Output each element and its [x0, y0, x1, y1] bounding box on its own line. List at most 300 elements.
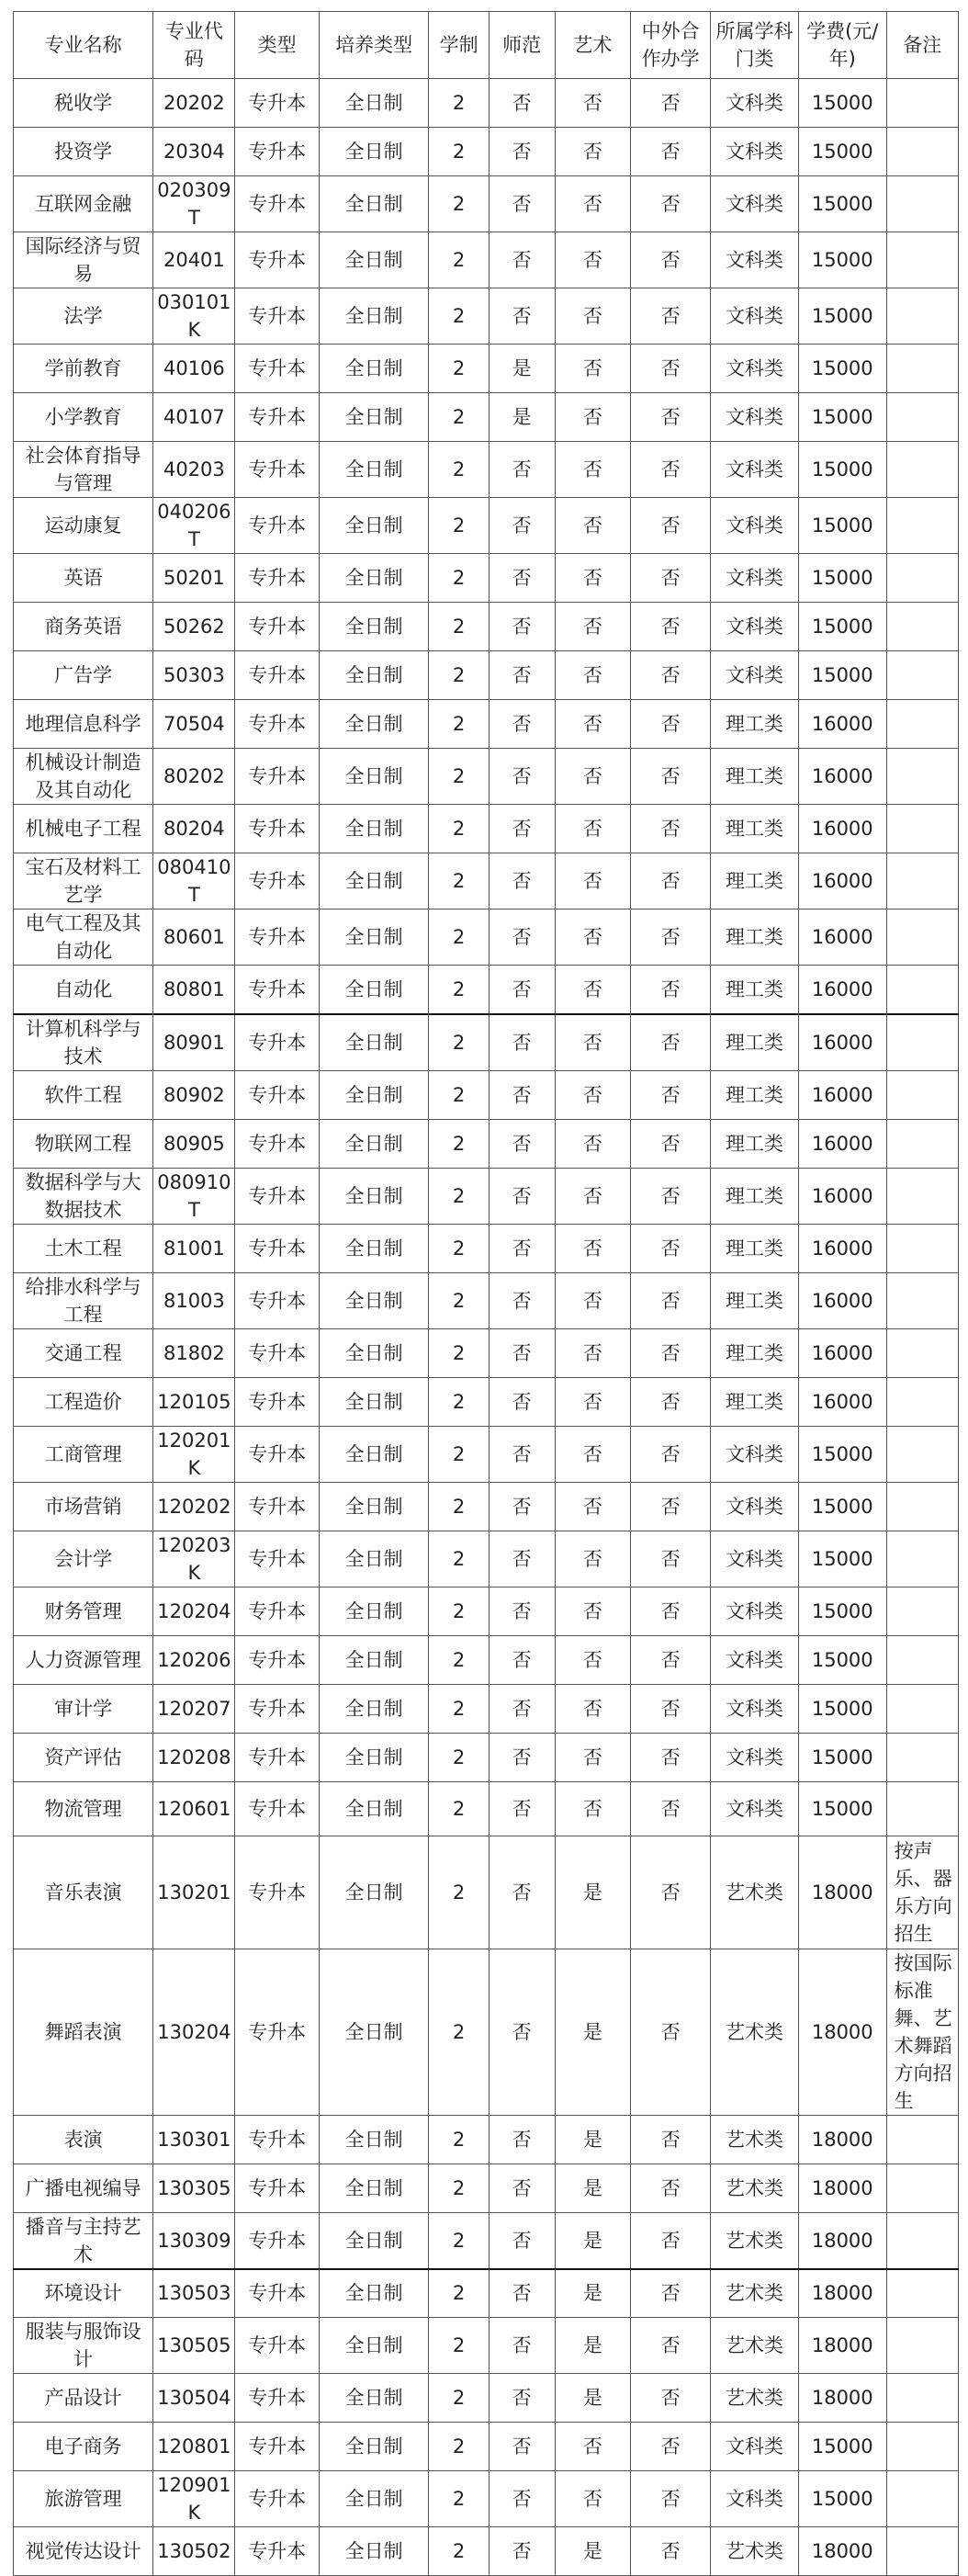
cell-duration: 2	[429, 2115, 489, 2164]
cell-major-code: 80601	[153, 910, 235, 966]
cell-art: 否	[555, 1635, 631, 1684]
cell-tuition: 16000	[798, 853, 886, 910]
cell-joint-program: 否	[631, 1070, 711, 1119]
table-row	[14, 1014, 959, 1071]
cell-type: 专升本	[235, 442, 319, 498]
cell-major-code: 40106	[153, 345, 235, 393]
table-row	[14, 1168, 959, 1224]
cell-tuition: 15000	[798, 442, 886, 498]
cell-discipline: 文科类	[711, 1781, 799, 1836]
cell-duration: 2	[429, 1119, 489, 1168]
table-row	[14, 1781, 959, 1836]
cell-joint-program: 否	[631, 79, 711, 128]
cell-type: 专升本	[235, 910, 319, 966]
cell-discipline: 文科类	[711, 1684, 799, 1733]
cell-art: 否	[555, 1168, 631, 1224]
cell-teacher-training: 否	[489, 966, 555, 1014]
cell-duration: 2	[429, 2374, 489, 2423]
cell-joint-program: 否	[631, 749, 711, 805]
cell-discipline: 理工类	[711, 910, 799, 966]
table-row	[14, 1224, 959, 1272]
cell-training-type: 全日制	[319, 1635, 429, 1684]
cell-discipline: 文科类	[711, 2423, 799, 2471]
cell-type: 专升本	[235, 2212, 319, 2269]
cell-art: 否	[555, 1377, 631, 1426]
cell-duration: 2	[429, 1224, 489, 1272]
cell-tuition: 15000	[798, 1781, 886, 1836]
table-row	[14, 1587, 959, 1635]
cell-art: 否	[555, 1482, 631, 1531]
cell-training-type: 全日制	[319, 2115, 429, 2164]
cell-tuition: 15000	[798, 2471, 886, 2527]
cell-type: 专升本	[235, 1119, 319, 1168]
cell-tuition: 15000	[798, 1531, 886, 1587]
cell-major-name: 计算机科学与技术	[14, 1014, 153, 1071]
cell-remarks	[886, 442, 958, 498]
cell-art: 否	[555, 345, 631, 393]
cell-major-code: 80801	[153, 966, 235, 1014]
cell-discipline: 理工类	[711, 700, 799, 749]
cell-major-name: 广告学	[14, 651, 153, 700]
cell-joint-program: 否	[631, 1168, 711, 1224]
cell-teacher-training: 否	[489, 1224, 555, 1272]
cell-major-name: 土木工程	[14, 1224, 153, 1272]
cell-discipline: 艺术类	[711, 2269, 799, 2318]
cell-art: 否	[555, 1119, 631, 1168]
cell-remarks	[886, 128, 958, 176]
cell-tuition: 16000	[798, 749, 886, 805]
cell-joint-program: 否	[631, 1531, 711, 1587]
cell-major-name: 小学教育	[14, 393, 153, 442]
cell-training-type: 全日制	[319, 1119, 429, 1168]
cell-discipline: 理工类	[711, 1272, 799, 1328]
cell-discipline: 理工类	[711, 749, 799, 805]
cell-joint-program: 否	[631, 1587, 711, 1635]
cell-art: 否	[555, 393, 631, 442]
cell-duration: 2	[429, 442, 489, 498]
table-row	[14, 1119, 959, 1168]
cell-tuition: 15000	[798, 345, 886, 393]
header-remarks: 备注	[886, 12, 958, 79]
cell-major-code: 130204	[153, 1949, 235, 2115]
cell-remarks	[886, 2374, 958, 2423]
cell-art: 否	[555, 749, 631, 805]
cell-duration: 2	[429, 603, 489, 651]
cell-remarks	[886, 1587, 958, 1635]
cell-duration: 2	[429, 2423, 489, 2471]
cell-type: 专升本	[235, 1328, 319, 1377]
cell-art: 是	[555, 2318, 631, 2374]
cell-remarks	[886, 1014, 958, 1071]
cell-major-code: 50262	[153, 603, 235, 651]
cell-duration: 2	[429, 1014, 489, 1071]
cell-tuition: 16000	[798, 1224, 886, 1272]
table-row	[14, 1635, 959, 1684]
cell-remarks	[886, 1070, 958, 1119]
cell-major-code: 81001	[153, 1224, 235, 1272]
cell-remarks	[886, 805, 958, 853]
cell-type: 专升本	[235, 1224, 319, 1272]
cell-tuition: 15000	[798, 554, 886, 603]
cell-teacher-training: 否	[489, 1272, 555, 1328]
cell-tuition: 18000	[798, 2115, 886, 2164]
cell-teacher-training: 否	[489, 498, 555, 554]
cell-training-type: 全日制	[319, 1426, 429, 1482]
cell-training-type: 全日制	[319, 853, 429, 910]
cell-training-type: 全日制	[319, 603, 429, 651]
cell-major-code: 80905	[153, 1119, 235, 1168]
cell-training-type: 全日制	[319, 232, 429, 288]
cell-major-code: 120204	[153, 1587, 235, 1635]
cell-discipline: 文科类	[711, 498, 799, 554]
cell-duration: 2	[429, 2269, 489, 2318]
cell-type: 专升本	[235, 1635, 319, 1684]
cell-teacher-training: 否	[489, 603, 555, 651]
cell-discipline: 文科类	[711, 603, 799, 651]
cell-art: 否	[555, 1587, 631, 1635]
cell-remarks	[886, 1426, 958, 1482]
cell-training-type: 全日制	[319, 700, 429, 749]
cell-duration: 2	[429, 128, 489, 176]
cell-type: 专升本	[235, 554, 319, 603]
cell-tuition: 16000	[798, 805, 886, 853]
cell-major-code: 030101K	[153, 288, 235, 345]
cell-tuition: 15000	[798, 651, 886, 700]
cell-discipline: 文科类	[711, 651, 799, 700]
cell-remarks	[886, 1224, 958, 1272]
cell-art: 否	[555, 554, 631, 603]
cell-duration: 2	[429, 232, 489, 288]
table-row	[14, 1482, 959, 1531]
table-row	[14, 1531, 959, 1587]
table-row	[14, 2423, 959, 2471]
cell-training-type: 全日制	[319, 442, 429, 498]
cell-major-code: 70504	[153, 700, 235, 749]
cell-type: 专升本	[235, 1272, 319, 1328]
cell-major-name: 商务英语	[14, 603, 153, 651]
cell-tuition: 18000	[798, 1836, 886, 1949]
cell-duration: 2	[429, 1168, 489, 1224]
cell-art: 否	[555, 232, 631, 288]
table-row	[14, 232, 959, 288]
cell-remarks	[886, 1635, 958, 1684]
cell-major-name: 投资学	[14, 128, 153, 176]
cell-remarks	[886, 1168, 958, 1224]
cell-major-code: 80902	[153, 1070, 235, 1119]
cell-art: 否	[555, 910, 631, 966]
cell-training-type: 全日制	[319, 651, 429, 700]
cell-duration: 2	[429, 1635, 489, 1684]
cell-discipline: 文科类	[711, 232, 799, 288]
cell-training-type: 全日制	[319, 1070, 429, 1119]
cell-duration: 2	[429, 1781, 489, 1836]
cell-type: 专升本	[235, 393, 319, 442]
cell-training-type: 全日制	[319, 805, 429, 853]
table-row	[14, 603, 959, 651]
cell-joint-program: 否	[631, 966, 711, 1014]
cell-major-name: 播音与主持艺术	[14, 2212, 153, 2269]
cell-teacher-training: 否	[489, 2212, 555, 2269]
cell-art: 是	[555, 1949, 631, 2115]
cell-major-name: 物流管理	[14, 1781, 153, 1836]
cell-type: 专升本	[235, 1014, 319, 1071]
cell-training-type: 全日制	[319, 176, 429, 232]
cell-art: 否	[555, 1781, 631, 1836]
cell-tuition: 16000	[798, 1272, 886, 1328]
cell-discipline: 理工类	[711, 1070, 799, 1119]
cell-teacher-training: 否	[489, 1635, 555, 1684]
majors-table	[13, 11, 959, 2576]
cell-teacher-training: 否	[489, 554, 555, 603]
cell-tuition: 15000	[798, 1426, 886, 1482]
header-tuition: 学费(元/年)	[798, 12, 886, 79]
cell-duration: 2	[429, 805, 489, 853]
cell-art: 否	[555, 1070, 631, 1119]
cell-remarks	[886, 1781, 958, 1836]
cell-duration: 2	[429, 853, 489, 910]
cell-teacher-training: 否	[489, 1949, 555, 2115]
cell-major-code: 120901K	[153, 2471, 235, 2527]
cell-training-type: 全日制	[319, 2471, 429, 2527]
cell-major-name: 数据科学与大数据技术	[14, 1168, 153, 1224]
cell-type: 专升本	[235, 2115, 319, 2164]
cell-joint-program: 否	[631, 651, 711, 700]
cell-major-name: 互联网金融	[14, 176, 153, 232]
cell-tuition: 16000	[798, 1377, 886, 1426]
cell-joint-program: 否	[631, 2115, 711, 2164]
cell-major-code: 20202	[153, 79, 235, 128]
cell-duration: 2	[429, 1531, 489, 1587]
cell-teacher-training: 否	[489, 288, 555, 345]
cell-duration: 2	[429, 1272, 489, 1328]
cell-joint-program: 否	[631, 805, 711, 853]
cell-training-type: 全日制	[319, 1272, 429, 1328]
cell-joint-program: 否	[631, 1482, 711, 1531]
table-row	[14, 79, 959, 128]
table-row	[14, 1328, 959, 1377]
cell-major-code: 40203	[153, 442, 235, 498]
table-row	[14, 651, 959, 700]
cell-art: 否	[555, 700, 631, 749]
cell-joint-program: 否	[631, 1781, 711, 1836]
cell-major-name: 舞蹈表演	[14, 1949, 153, 2115]
table-row	[14, 498, 959, 554]
cell-joint-program: 否	[631, 176, 711, 232]
cell-major-code: 130505	[153, 2318, 235, 2374]
cell-duration: 2	[429, 288, 489, 345]
cell-art: 否	[555, 966, 631, 1014]
cell-art: 否	[555, 1531, 631, 1587]
cell-discipline: 文科类	[711, 128, 799, 176]
cell-major-name: 审计学	[14, 1684, 153, 1733]
cell-remarks	[886, 176, 958, 232]
cell-major-name: 广播电视编导	[14, 2164, 153, 2212]
table-row	[14, 2212, 959, 2269]
cell-major-name: 物联网工程	[14, 1119, 153, 1168]
cell-major-code: 130503	[153, 2269, 235, 2318]
cell-training-type: 全日制	[319, 910, 429, 966]
cell-training-type: 全日制	[319, 554, 429, 603]
cell-major-code: 040206T	[153, 498, 235, 554]
cell-art: 否	[555, 1426, 631, 1482]
table-row	[14, 128, 959, 176]
cell-type: 专升本	[235, 288, 319, 345]
cell-tuition: 15000	[798, 1684, 886, 1733]
header-major-code: 专业代码	[153, 12, 235, 79]
cell-tuition: 18000	[798, 2269, 886, 2318]
cell-major-name: 地理信息科学	[14, 700, 153, 749]
table-body	[14, 79, 959, 2576]
cell-major-name: 表演	[14, 2115, 153, 2164]
cell-type: 专升本	[235, 1836, 319, 1949]
table-row	[14, 442, 959, 498]
cell-training-type: 全日制	[319, 2423, 429, 2471]
cell-major-name: 工程造价	[14, 1377, 153, 1426]
cell-type: 专升本	[235, 1168, 319, 1224]
header-discipline: 所属学科门类	[711, 12, 799, 79]
cell-major-name: 宝石及材料工艺学	[14, 853, 153, 910]
cell-teacher-training: 否	[489, 1426, 555, 1482]
cell-remarks	[886, 1482, 958, 1531]
cell-major-code: 50303	[153, 651, 235, 700]
cell-major-code: 81003	[153, 1272, 235, 1328]
cell-joint-program: 否	[631, 2374, 711, 2423]
cell-remarks	[886, 1377, 958, 1426]
cell-tuition: 16000	[798, 700, 886, 749]
table-row	[14, 176, 959, 232]
cell-discipline: 文科类	[711, 393, 799, 442]
cell-joint-program: 否	[631, 442, 711, 498]
cell-discipline: 理工类	[711, 805, 799, 853]
cell-major-name: 会计学	[14, 1531, 153, 1587]
cell-training-type: 全日制	[319, 749, 429, 805]
cell-type: 专升本	[235, 2269, 319, 2318]
cell-training-type: 全日制	[319, 2212, 429, 2269]
cell-discipline: 艺术类	[711, 2164, 799, 2212]
cell-art: 否	[555, 1684, 631, 1733]
cell-discipline: 艺术类	[711, 2374, 799, 2423]
cell-type: 专升本	[235, 1070, 319, 1119]
cell-joint-program: 否	[631, 232, 711, 288]
cell-training-type: 全日制	[319, 1168, 429, 1224]
cell-training-type: 全日制	[319, 1684, 429, 1733]
cell-type: 专升本	[235, 1531, 319, 1587]
cell-joint-program: 否	[631, 288, 711, 345]
cell-teacher-training: 否	[489, 853, 555, 910]
table-row	[14, 805, 959, 853]
cell-art: 否	[555, 498, 631, 554]
cell-major-code: 130309	[153, 2212, 235, 2269]
table-header	[14, 12, 959, 79]
cell-tuition: 18000	[798, 2164, 886, 2212]
cell-major-code: 120208	[153, 1733, 235, 1781]
table-row	[14, 1733, 959, 1781]
cell-joint-program: 否	[631, 700, 711, 749]
cell-joint-program: 否	[631, 2423, 711, 2471]
cell-remarks	[886, 498, 958, 554]
cell-training-type: 全日制	[319, 1224, 429, 1272]
cell-major-name: 社会体育指导与管理	[14, 442, 153, 498]
cell-type: 专升本	[235, 498, 319, 554]
cell-major-code: 20304	[153, 128, 235, 176]
cell-art: 否	[555, 2423, 631, 2471]
cell-remarks	[886, 603, 958, 651]
cell-training-type: 全日制	[319, 79, 429, 128]
cell-major-code: 80901	[153, 1014, 235, 1071]
cell-teacher-training: 否	[489, 1531, 555, 1587]
header-type: 类型	[235, 12, 319, 79]
cell-training-type: 全日制	[319, 2164, 429, 2212]
cell-type: 专升本	[235, 2164, 319, 2212]
table-row	[14, 288, 959, 345]
cell-duration: 2	[429, 651, 489, 700]
cell-discipline: 理工类	[711, 1014, 799, 1071]
cell-joint-program: 否	[631, 2527, 711, 2576]
cell-discipline: 艺术类	[711, 1836, 799, 1949]
cell-type: 专升本	[235, 2471, 319, 2527]
cell-major-name: 交通工程	[14, 1328, 153, 1377]
cell-remarks	[886, 700, 958, 749]
cell-teacher-training: 否	[489, 1328, 555, 1377]
cell-teacher-training: 否	[489, 1070, 555, 1119]
cell-art: 是	[555, 2374, 631, 2423]
cell-major-code: 120105	[153, 1377, 235, 1426]
cell-major-code: 81802	[153, 1328, 235, 1377]
cell-major-name: 工商管理	[14, 1426, 153, 1482]
cell-duration: 2	[429, 393, 489, 442]
cell-art: 是	[555, 2269, 631, 2318]
cell-teacher-training: 否	[489, 651, 555, 700]
cell-discipline: 理工类	[711, 966, 799, 1014]
table-row	[14, 2374, 959, 2423]
cell-duration: 2	[429, 1949, 489, 2115]
cell-tuition: 16000	[798, 1070, 886, 1119]
cell-teacher-training: 否	[489, 1836, 555, 1949]
cell-joint-program: 否	[631, 554, 711, 603]
cell-duration: 2	[429, 2527, 489, 2576]
cell-art: 是	[555, 2115, 631, 2164]
cell-duration: 2	[429, 749, 489, 805]
cell-tuition: 15000	[798, 2423, 886, 2471]
cell-tuition: 16000	[798, 1119, 886, 1168]
cell-major-code: 120206	[153, 1635, 235, 1684]
cell-joint-program: 否	[631, 2471, 711, 2527]
cell-tuition: 18000	[798, 2212, 886, 2269]
cell-joint-program: 否	[631, 393, 711, 442]
cell-tuition: 15000	[798, 1587, 886, 1635]
cell-discipline: 文科类	[711, 554, 799, 603]
cell-tuition: 16000	[798, 910, 886, 966]
cell-remarks	[886, 2269, 958, 2318]
cell-joint-program: 否	[631, 1836, 711, 1949]
table-row	[14, 2318, 959, 2374]
cell-major-name: 产品设计	[14, 2374, 153, 2423]
cell-remarks	[886, 79, 958, 128]
cell-major-name: 给排水科学与工程	[14, 1272, 153, 1328]
cell-joint-program: 否	[631, 2318, 711, 2374]
header-joint-program: 中外合作办学	[631, 12, 711, 79]
cell-major-code: 130504	[153, 2374, 235, 2423]
cell-teacher-training: 否	[489, 442, 555, 498]
cell-type: 专升本	[235, 2423, 319, 2471]
cell-training-type: 全日制	[319, 498, 429, 554]
cell-tuition: 15000	[798, 498, 886, 554]
cell-major-code: 20401	[153, 232, 235, 288]
cell-major-code: 80204	[153, 805, 235, 853]
header-teacher-training: 师范	[489, 12, 555, 79]
table-row	[14, 749, 959, 805]
cell-major-name: 财务管理	[14, 1587, 153, 1635]
